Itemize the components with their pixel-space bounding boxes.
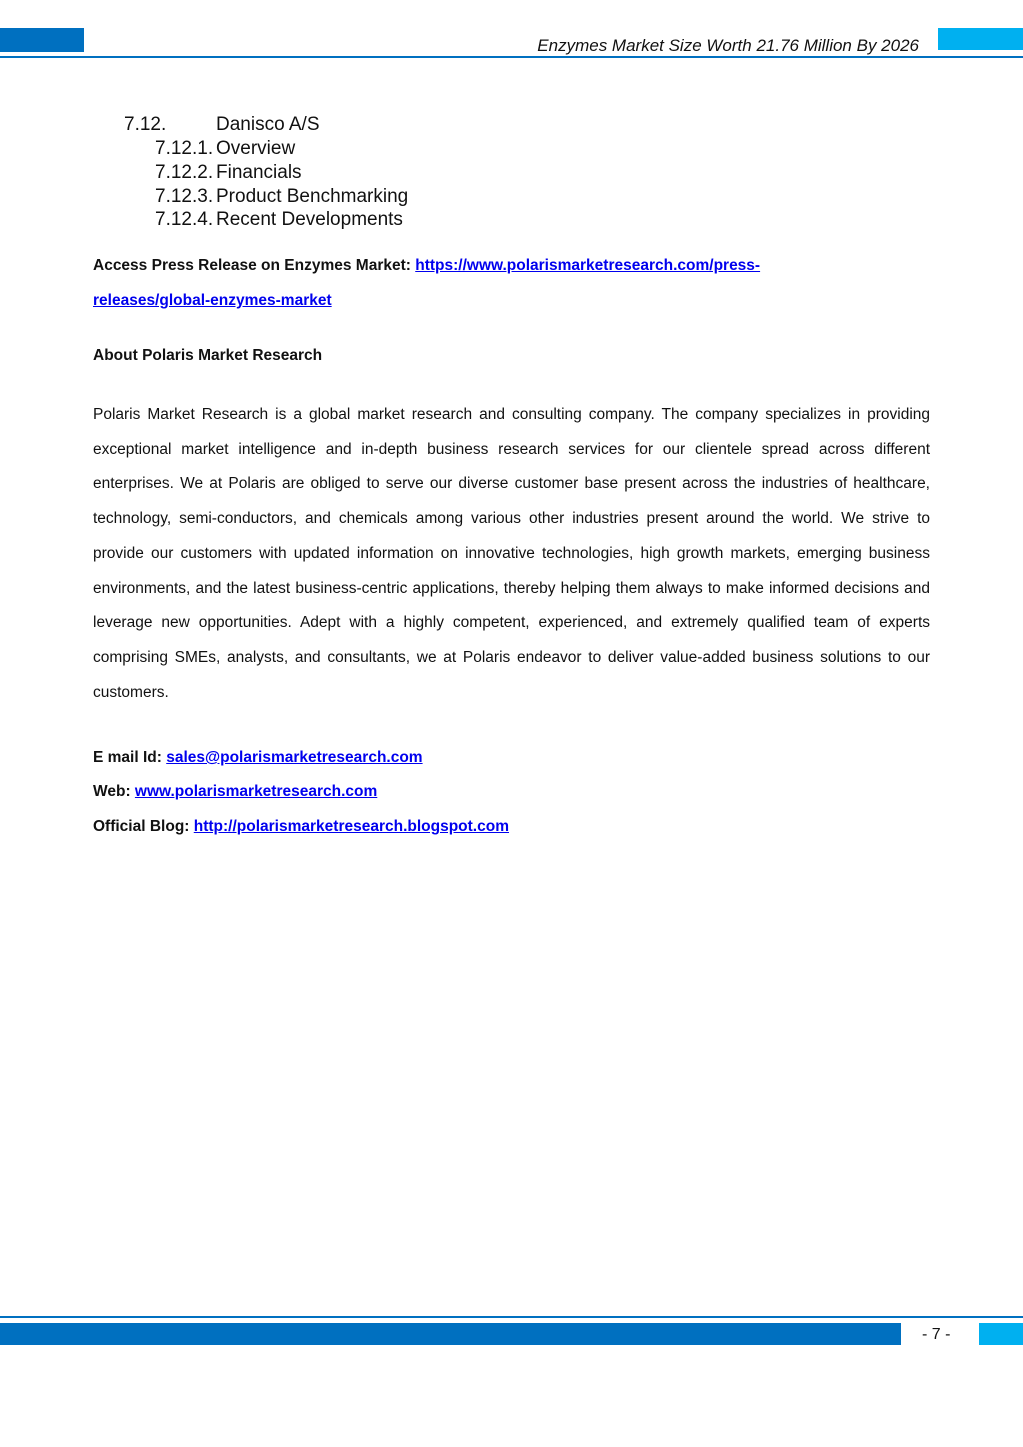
toc-item-number: 7.12.4.	[155, 209, 214, 230]
press-release-line	[93, 257, 760, 275]
web-link[interactable]: www.polarismarketresearch.com	[134, 783, 378, 800]
contact-web	[93, 783, 377, 801]
toc-item-label: Overview	[216, 138, 296, 159]
toc-item	[155, 137, 295, 160]
toc-item-label: Recent Developments	[216, 209, 403, 230]
email-link[interactable]: sales@polarismarketresearch.com	[166, 749, 423, 766]
press-release-line-2	[93, 292, 332, 310]
press-release-link[interactable]: https://www.polarismarketresearch.com/press-	[415, 257, 761, 274]
toc-item-label: Product Benchmarking	[216, 186, 409, 207]
toc-section	[124, 113, 320, 136]
contact-email	[93, 749, 423, 767]
toc-section-number: 7.12.	[124, 114, 167, 135]
email-label: E mail Id:	[93, 749, 167, 766]
header-accent-right	[938, 28, 1023, 50]
web-label: Web:	[93, 783, 135, 800]
footer-accent-right	[979, 1323, 1023, 1345]
toc-item	[155, 161, 302, 184]
header-title: Enzymes Market Size Worth 21.76 Million By 2026	[537, 36, 919, 55]
toc-item-label: Financials	[216, 162, 302, 183]
about-heading: About Polaris Market Research	[93, 347, 323, 364]
footer-rule	[0, 1316, 1023, 1318]
toc-item	[155, 185, 408, 208]
toc-item-number: 7.12.3.	[155, 186, 214, 207]
about-paragraph: Polaris Market Research is a global market research and consulting company. The company specializes in providing exceptional market intelligence and in-depth business research services for our clientele spread across different enterprises. We at Polaris are obliged to serve our diverse customer base present across the industries of healthcare, technology, semi-conductors, and chemicals among various other industries present around the world. We strive to provide our customers with updated information on innovative technologies, high growth markets, emerging business environments, and the latest business-centric applications, thereby helping them always to make informed decisions and leverage new opportunities. Adept with a highly competent, experienced, and extremely qualified team of experts comprising SMEs, analysts, and consultants, we at Polaris endeavor to deliver value-added business solutions to our customers.	[93, 406, 930, 701]
blog-link[interactable]: http://polarismarketresearch.blogspot.com	[193, 818, 509, 835]
page-number: - 7 -	[922, 1326, 951, 1343]
blog-label: Official Blog:	[93, 818, 194, 835]
contact-blog	[93, 818, 509, 836]
toc-item-number: 7.12.2.	[155, 162, 214, 183]
footer-bar	[0, 1323, 901, 1345]
toc-item-number: 7.12.1.	[155, 138, 214, 159]
header-rule	[0, 56, 1023, 58]
toc-item	[155, 208, 403, 231]
header-accent-left	[0, 28, 84, 52]
press-release-link-continued[interactable]: releases/global-enzymes-market	[93, 292, 332, 309]
toc-section-label: Danisco A/S	[216, 114, 320, 135]
press-release-label: Access Press Release on Enzymes Market:	[93, 257, 416, 274]
